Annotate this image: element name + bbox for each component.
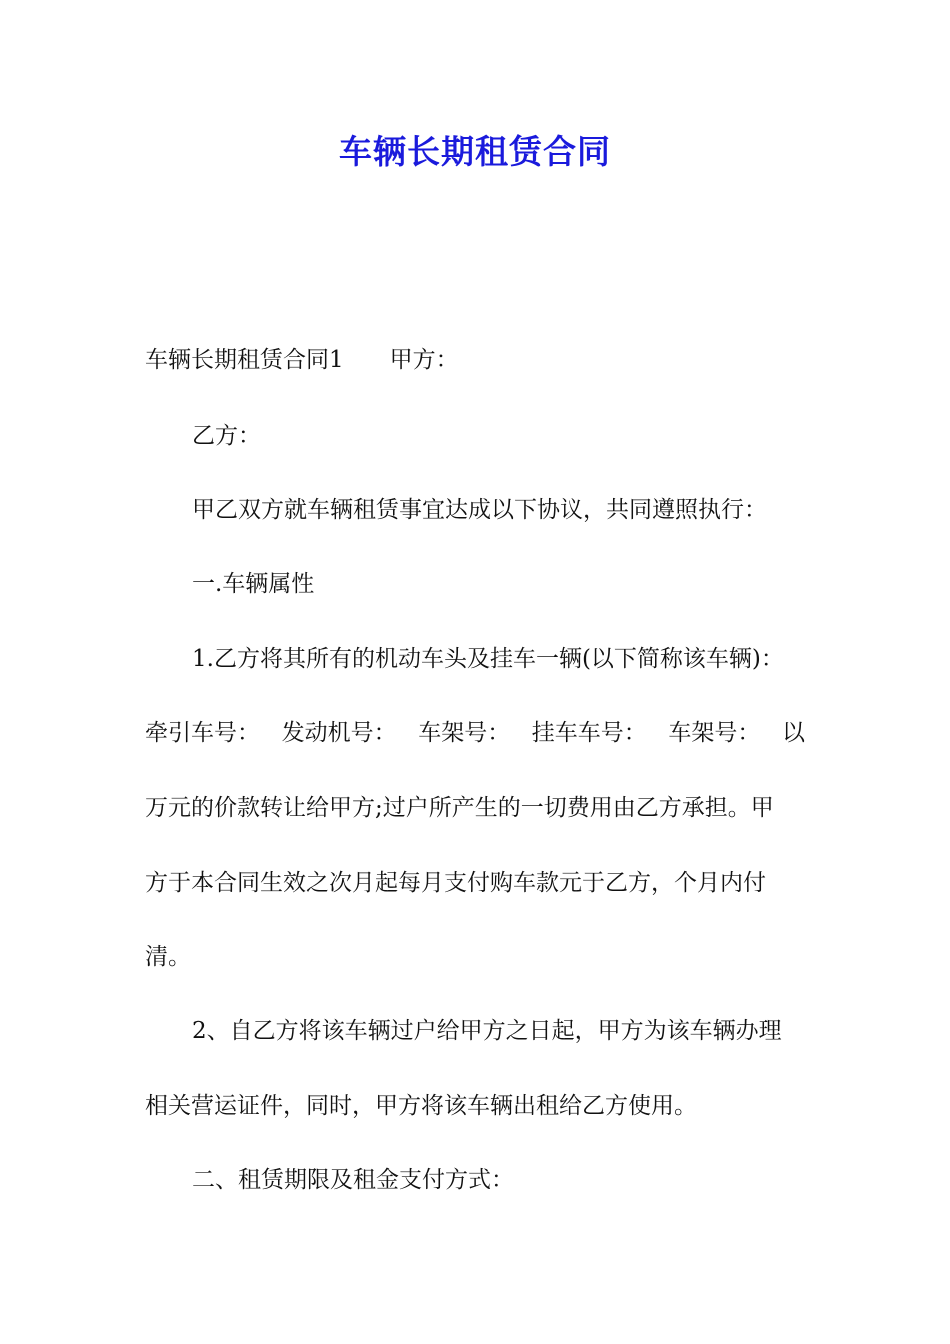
paragraph-line-party-b: 乙方： xyxy=(192,423,261,449)
paragraph-line-price: 万元的价款转让给甲方;过户所产生的一切费用由乙方承担。甲 xyxy=(145,795,774,821)
section-heading-vehicle-attributes: 一.车辆属性 xyxy=(192,571,315,597)
paragraph-line-paid-off: 清。 xyxy=(145,944,191,970)
text-fragment: 以 xyxy=(781,720,805,746)
document-title: 车辆长期租赁合同 xyxy=(339,132,611,171)
paragraph-line-contract-heading: 车辆长期租赁合同1 甲方： xyxy=(145,347,459,373)
paragraph-line-clause-2: 2、自乙方将该车辆过户给甲方之日起，甲方为该车辆办理 xyxy=(192,1018,782,1044)
paragraph-line-clause-1: 1.乙方将其所有的机动车头及挂车一辆(以下简称该车辆)： xyxy=(192,646,784,672)
paragraph-line-payment: 方于本合同生效之次月起每月支付购车款元于乙方，个月内付 xyxy=(145,870,766,896)
paragraph-line-vehicle-fields xyxy=(145,717,805,749)
field-label-trailer-number: 挂车车号： xyxy=(531,720,647,746)
paragraph-line-agreement: 甲乙双方就车辆租赁事宜达成以下协议，共同遵照执行： xyxy=(192,497,767,523)
field-label-trailer-frame-number: 车架号： xyxy=(668,720,761,746)
field-label-tractor-number: 牵引车号： xyxy=(145,720,260,746)
section-heading-lease-term: 二、租赁期限及租金支付方式： xyxy=(192,1167,514,1193)
paragraph-line-clause-2-cont: 相关营运证件，同时，甲方将该车辆出租给乙方使用。 xyxy=(145,1093,697,1119)
field-label-engine-number: 发动机号： xyxy=(281,720,397,746)
field-label-frame-number: 车架号： xyxy=(418,720,511,746)
